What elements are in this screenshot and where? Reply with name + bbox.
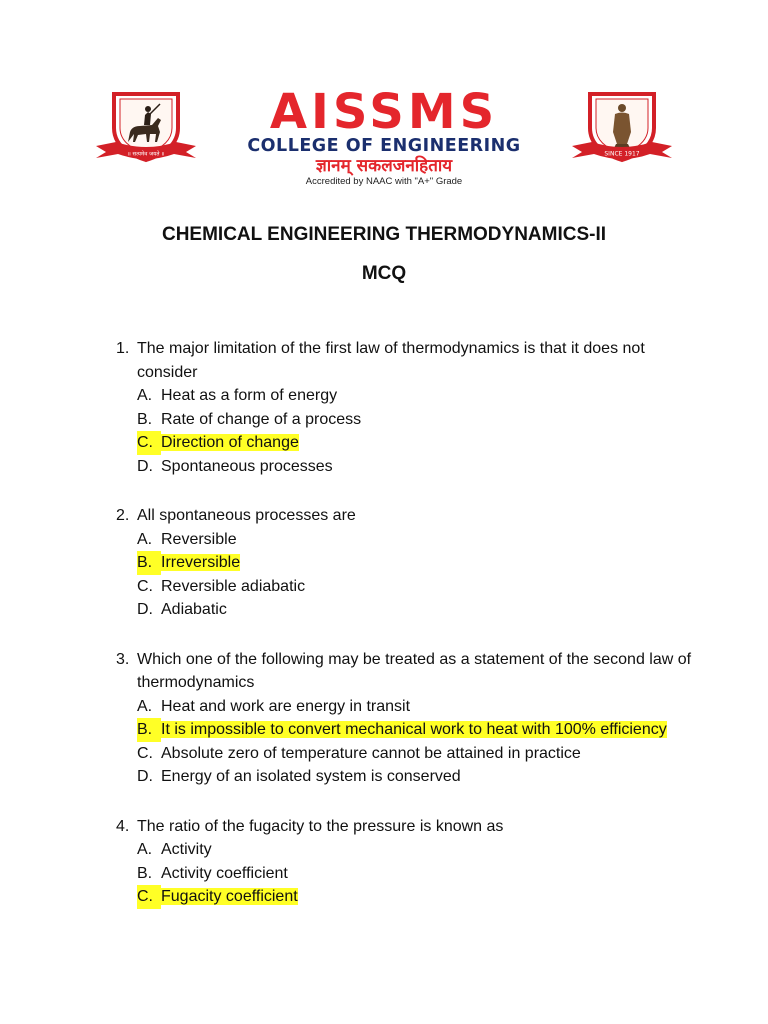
question-text: The major limitation of the first law of thermodynamics is that it does not consider xyxy=(137,340,645,381)
brand-name: AISSMS xyxy=(269,84,499,140)
document-subtitle: MCQ xyxy=(361,263,407,284)
question-stem xyxy=(116,815,696,839)
option-label: B. xyxy=(137,718,161,742)
correct-answer-option xyxy=(137,718,696,742)
option-text: Activity coefficient xyxy=(161,864,288,882)
question-number: 1. xyxy=(116,340,130,357)
option-text: Direction of change xyxy=(161,434,299,451)
right-crest-logo xyxy=(570,88,674,166)
question-stem xyxy=(116,337,696,384)
svg-text:॥ सत्यमेव जयते ॥: ॥ सत्यमेव जयते ॥ xyxy=(127,151,165,158)
question-1 xyxy=(116,337,696,478)
option-text: Reversible xyxy=(161,530,237,548)
question-3 xyxy=(116,648,696,789)
question-text: All spontaneous processes are xyxy=(137,507,356,524)
option-label: D. xyxy=(137,601,153,618)
option-text: Fugacity coefficient xyxy=(161,888,298,905)
question-stem xyxy=(116,648,696,695)
option-label: B. xyxy=(137,864,153,882)
answer-option xyxy=(137,384,696,408)
question-2 xyxy=(116,504,696,622)
answer-option xyxy=(137,455,696,479)
option-label: B. xyxy=(137,410,153,428)
correct-answer-option xyxy=(137,885,696,909)
answer-option xyxy=(137,575,696,599)
option-label: C. xyxy=(137,431,161,455)
document-title: CHEMICAL ENGINEERING THERMODYNAMICS-II xyxy=(161,224,607,245)
option-label: A. xyxy=(137,697,153,715)
answer-option xyxy=(137,838,696,862)
question-number: 3. xyxy=(116,650,130,668)
answer-option xyxy=(137,742,696,766)
correct-answer-option xyxy=(137,431,696,455)
option-text: Irreversible xyxy=(161,554,241,571)
option-label: A. xyxy=(137,530,153,548)
option-label: B. xyxy=(137,551,161,575)
correct-answer-option xyxy=(137,551,696,575)
college-brand xyxy=(232,84,536,188)
option-text: Heat as a form of energy xyxy=(161,387,338,404)
accreditation-text: Accredited by NAAC with "A+" Grade xyxy=(305,176,463,187)
option-text: Activity xyxy=(161,841,212,858)
option-text: It is impossible to convert mechanical work to heat with 100% efficiency xyxy=(161,721,667,738)
option-label: C. xyxy=(137,885,161,909)
option-text: Energy of an isolated system is conserved xyxy=(161,768,461,785)
option-text: Reversible adiabatic xyxy=(161,577,306,595)
answer-option xyxy=(137,862,696,886)
question-list xyxy=(116,337,696,935)
option-label: C. xyxy=(137,744,153,762)
answer-option xyxy=(137,695,696,719)
option-text: Adiabatic xyxy=(161,601,227,618)
option-text: Spontaneous processes xyxy=(161,457,333,475)
option-label: A. xyxy=(137,387,153,404)
option-label: A. xyxy=(137,841,153,858)
answer-option xyxy=(137,598,696,622)
answer-option xyxy=(137,528,696,552)
question-stem xyxy=(116,504,696,528)
option-label: D. xyxy=(137,457,153,475)
option-label: D. xyxy=(137,768,153,785)
option-label: C. xyxy=(137,577,153,595)
question-number: 4. xyxy=(116,817,130,835)
option-text: Rate of change of a process xyxy=(161,410,362,428)
question-4 xyxy=(116,815,696,909)
question-number: 2. xyxy=(116,507,130,524)
option-text: Heat and work are energy in transit xyxy=(161,697,411,715)
answer-option xyxy=(137,408,696,432)
svg-text:SINCE 1917: SINCE 1917 xyxy=(604,150,640,158)
question-text: Which one of the following may be treated as a statement of the second law of thermodynamics xyxy=(137,650,692,691)
brand-subtitle: COLLEGE OF ENGINEERING xyxy=(247,136,521,156)
left-crest-logo xyxy=(94,88,198,166)
answer-option xyxy=(137,765,696,789)
brand-motto: ज्ञानम् सकलजनहिताय xyxy=(315,156,453,176)
question-text: The ratio of the fugacity to the pressure is known as xyxy=(137,817,504,835)
option-text: Absolute zero of temperature cannot be attained in practice xyxy=(161,744,581,762)
